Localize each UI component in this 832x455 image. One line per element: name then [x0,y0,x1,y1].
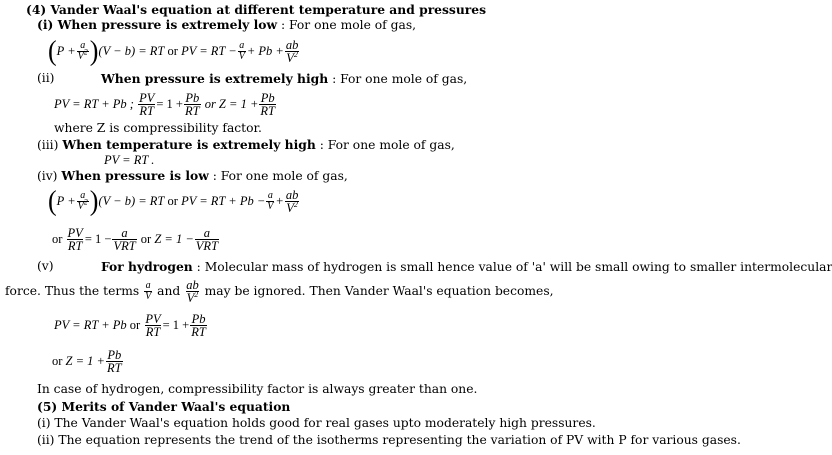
equation-high-temperature: PV = RT . [104,153,155,167]
case-ii-title: When pressure is extremely high [101,71,329,86]
frac-pb-rt-2: $\frac{Pb}{RT}$ [260,90,275,118]
frac-ab-v2: $\frac{ab}{V^2}$ [285,37,299,65]
case-iii-desc: : For one mole of gas, [315,138,455,152]
case-iv-text: (iv) When pressure is low : For one mole of gas, [37,168,348,183]
case-v-num: (v) [37,259,54,273]
case-iii-text: (iii) When temperature is extremely high : For one mole of gas, [37,137,455,152]
frac-a-v2: $\frac{a}{V^2}$ [77,39,88,62]
case-i-title: (i) When pressure is extremely low [37,17,278,32]
case-ii-num: (ii) [37,71,55,85]
merit-1: (i) The Vander Waal's equation holds good for real gases upto moderately high pressures. [37,416,596,430]
frac-a-v: $\frac{a}{V}$ [238,39,245,62]
case-i-text [37,17,416,33]
equation-low-pressure: ( P + $\frac{a}{V^2}$ ) (V − b) = RT or PV = RT − $\frac{a}{V}$ + Pb + $\frac{ab}{V^2}$ [48,34,299,67]
case-i-desc: : For one mole of gas, [277,18,417,32]
equation-low-pressure-2: ( P + $\frac{a}{V^2}$ ) (V − b) = RT or PV = RT + Pb − $\frac{a}{V}$ + $\frac{ab}{V^2}$ [48,184,299,217]
equation-z-low-pressure: or $\frac{PV}{RT}$ = 1 − $\frac{a}{\text{VRT}}$ or Z = 1 − $\frac{a}{\text{VRT}}$ [52,225,219,253]
case-iv-title: When pressure is low [61,168,209,183]
paren-right: ) [89,34,99,67]
frac-pv-rt: $\frac{PV}{RT}$ [139,90,155,118]
merit-2: (ii) The equation represents the trend of the isotherms representing the variation of PV with P for various gases. [37,433,741,447]
section-5-heading: (5) Merits of Vander Waal's equation [37,399,291,414]
case-v-title: For hydrogen [101,259,193,274]
case-v-desc: : Molecular mass of hydrogen is small hence value of 'a' will be small owing to smaller intermolecular [192,260,832,274]
case-ii-text [101,71,467,87]
paren-left: ( [48,34,57,67]
equation-hydrogen: PV = RT + Pb or $\frac{PV}{RT}$ = 1 + $\frac{Pb}{RT}$ [54,311,206,339]
case-iv-desc: : For one mole of gas, [208,169,348,183]
compressibility-note: where Z is compressibility factor. [54,121,262,135]
case-v-text [101,259,832,275]
equation-high-pressure: PV = RT + Pb ; $\frac{PV}{RT}$ = 1 + $\frac{Pb}{RT}$ or Z = 1 + $\frac{Pb}{RT}$ [54,90,275,118]
equation-z-hydrogen: or Z = 1 + $\frac{Pb}{RT}$ [52,347,122,375]
frac-pb-rt: $\frac{Pb}{RT}$ [184,90,200,118]
section-4-heading: (4) Vander Waal's equation at different temperature and pressures [26,2,487,17]
case-iii-title: When temperature is extremely high [62,137,316,152]
hydrogen-note: In case of hydrogen, compressibility factor is always greater than one. [37,382,478,396]
case-ii-desc: : For one mole of gas, [328,72,468,86]
force-terms-line: force. Thus the terms $\frac{a}{V}$ and $\frac{ab}{V^2}$ may be ignored. Then Vander Waal's equation becomes, [5,277,554,305]
